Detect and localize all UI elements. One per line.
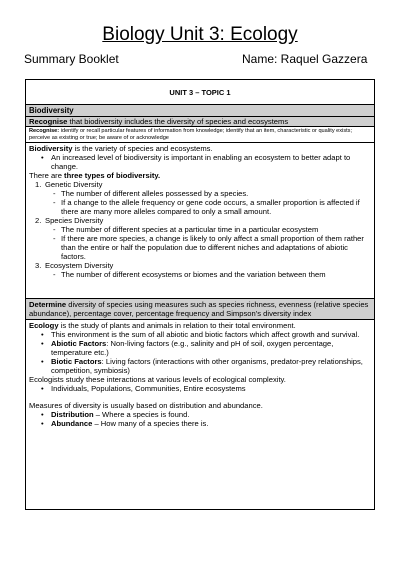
list-item: - If a change to the allele frequency or gene code occurs, a smaller proportion is affected if there are many more alleles compared to only a small amount.	[29, 198, 371, 216]
biodiversity-definition	[29, 144, 371, 153]
determine-objective	[26, 298, 374, 319]
ecologists-text: Ecologists study these interactions at various levels of ecological complexity.	[29, 375, 286, 384]
definition-keyword: Recognise:	[29, 128, 60, 134]
list-number: 3.	[35, 261, 42, 270]
ecology-definition-text: is the study of plants and animals in relation to their total environment.	[58, 321, 296, 330]
biodiversity-content	[26, 142, 374, 289]
abundance-text: – How many of a species there is.	[92, 419, 209, 428]
document-title: Biology Unit 3: Ecology	[102, 24, 298, 45]
biodiversity-keyword: Biodiversity	[29, 144, 73, 153]
biotic-keyword: Biotic Factors	[51, 357, 102, 366]
ecology-definition	[29, 321, 371, 330]
biodiversity-type-item	[29, 216, 371, 225]
distribution-text: – Where a species is found.	[93, 410, 190, 419]
abundance-keyword: Abundance	[51, 419, 93, 428]
types-intro	[29, 171, 371, 180]
biodiversity-type-name: Ecosystem Diversity	[45, 261, 114, 270]
list-number: 1.	[35, 180, 42, 189]
list-item: - The number of different species at a particular time in a particular ecosystem	[29, 225, 371, 234]
biodiversity-header: Biodiversity	[26, 104, 374, 116]
measures-text: Measures of diversity is usually based on distribution and abundance.	[29, 401, 263, 410]
student-name: Name: Raquel Gazzera	[242, 52, 368, 66]
abiotic-keyword: Abiotic Factors	[51, 339, 107, 348]
list-item: • Individuals, Populations, Communities, Entire ecosystems	[29, 384, 371, 393]
list-item: - The number of different ecosystems or biomes and the variation between them	[29, 270, 371, 279]
definition-text: identify or recall particular features of information from knowledge; identify that an item, characteristic or quality exists; perceive as existing or true; be aware of or acknowledge	[29, 128, 353, 141]
distribution-keyword: Distribution	[51, 410, 94, 419]
determine-text: diversity of species using measures such as species richness, evenness (relative species abundance), percentage cover, percentage frequency and Simpson’s diversity index	[29, 300, 369, 318]
ecology-content	[26, 319, 374, 429]
list-item: • An increased level of biodiversity is important in enabling an ecosystem to better adapt to change.	[29, 153, 371, 171]
recognise-keyword: Recognise	[29, 117, 68, 126]
topic-box	[25, 79, 375, 510]
biodiversity-type-item	[29, 261, 371, 270]
biodiversity-definition-text: is the variety of species and ecosystems.	[72, 144, 213, 153]
list-number: 2.	[35, 216, 42, 225]
types-intro-bold: three types of biodiversity.	[64, 171, 161, 180]
recognise-text: that biodiversity includes the diversity of species and ecosystems	[67, 117, 289, 126]
list-item: • This environment is the sum of all abiotic and biotic factors which affect growth and survival.	[29, 330, 371, 339]
recognise-objective	[26, 116, 374, 126]
unit-heading: UNIT 3 – TOPIC 1	[169, 88, 231, 97]
list-item	[29, 410, 371, 419]
abiotic-text: : Non-living factors (e.g., salinity and pH of soil, oxygen percentage, temperature etc.)	[51, 339, 334, 357]
list-item	[29, 339, 371, 357]
list-item	[29, 357, 371, 375]
biotic-text: : Living factors (interactions with other organisms, predator-prey relationships, competition, symbiosis)	[51, 357, 363, 375]
list-item	[29, 419, 371, 428]
biodiversity-type-name: Genetic Diversity	[45, 180, 103, 189]
types-intro-text: There are	[29, 171, 65, 180]
ecology-keyword: Ecology	[29, 321, 59, 330]
recognise-definition	[26, 126, 374, 142]
booklet-label: Summary Booklet	[24, 52, 119, 66]
biodiversity-types-list	[29, 180, 371, 279]
determine-keyword: Determine	[29, 300, 67, 309]
biodiversity-type-item	[29, 180, 371, 189]
biodiversity-type-name: Species Diversity	[45, 216, 104, 225]
list-item: - The number of different alleles possessed by a species.	[29, 189, 371, 198]
list-item: - If there are more species, a change is likely to only affect a small proportion of them rather than the entire or half the population due to different niches and adaptations of abiotic factors.	[29, 234, 371, 261]
